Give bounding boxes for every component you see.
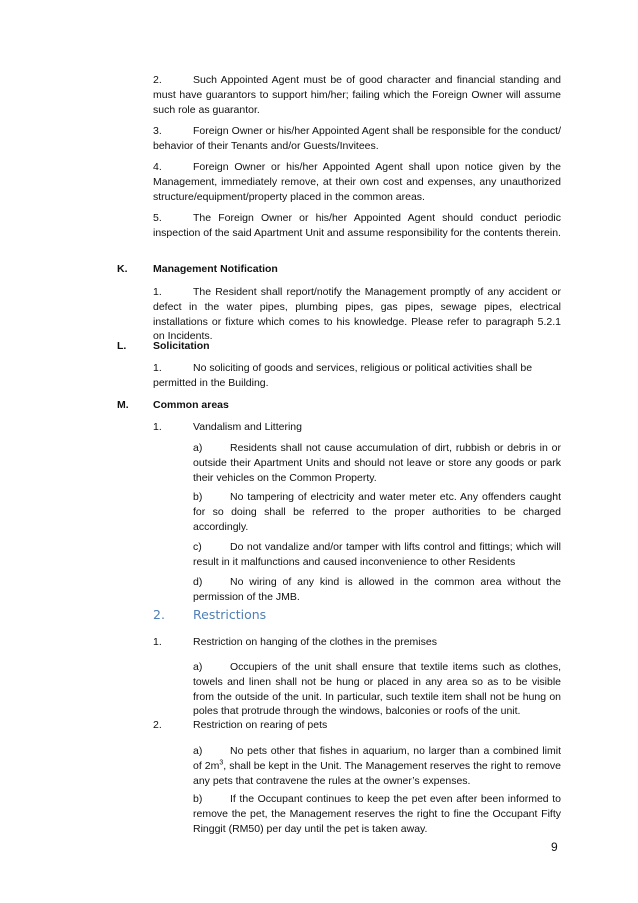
item-letter: a) <box>193 442 203 454</box>
item-j3 <box>153 124 561 154</box>
restrictions-heading <box>153 607 266 623</box>
item-letter: a) <box>193 661 203 673</box>
item-j5 <box>153 211 561 241</box>
item-text: Foreign Owner or his/her Appointed Agent shall be responsible for the conduct/ behavior of their Tenants and/or Guests/Invitees. <box>153 125 561 152</box>
item-number: 1. <box>153 362 162 374</box>
item-number: 1. <box>153 636 162 648</box>
item-letter: b) <box>193 793 203 805</box>
section-m-item-b <box>193 490 561 534</box>
subheading-text: Vandalism and Littering <box>193 421 302 433</box>
section-m-subheading <box>153 420 561 435</box>
item-text-after: , shall be kept in the Unit. The Management reserves the right to remove any pets that contravene the rules at the owner’s expenses. <box>193 759 561 787</box>
item-number: 1. <box>153 286 162 298</box>
item-number: 3. <box>153 125 162 137</box>
item-letter: b) <box>193 491 203 503</box>
section-l-title: Solicitation <box>153 340 210 352</box>
section-m-title: Common areas <box>153 399 229 411</box>
section-k-paragraph <box>153 285 561 344</box>
item-j4 <box>153 160 561 204</box>
section-m-item-d <box>193 575 561 605</box>
item-text: No tampering of electricity and water meter etc. Any offenders caught for so doing shall be referred to the proper authorities to be charged accordingly. <box>193 491 561 533</box>
restriction-1-item-a <box>193 660 561 719</box>
item-text: Such Appointed Agent must be of good character and financial standing and must have guarantors to support him/her; failing which the Foreign Owner will assume such role as guarantor. <box>153 74 561 116</box>
item-number: 1. <box>153 421 162 433</box>
item-text: If the Occupant continues to keep the pet even after been informed to remove the pet, the Management reserves the right to fine the Occupant Fifty Ringgit (RM50) per day until the pet is taken away. <box>193 793 561 835</box>
heading-number: 2. <box>153 607 165 622</box>
item-text: The Resident shall report/notify the Management promptly of any accident or defect in the water pipes, plumbing pipes, gas pipes, sewage pipes, electrical installations or fixture which comes to his knowledge. Please refer to paragraph 5.2.1 on Incidents. <box>153 286 561 343</box>
item-text: Occupiers of the unit shall ensure that textile items such as clothes, towels and linen shall not be hung or placed in any area so as to be visible from the outside of the unit. In particular, such textile item shall not be hung on poles that protrude through the windows, balconies or roofs of the unit. <box>193 661 561 718</box>
item-letter: d) <box>193 576 203 588</box>
item-text: No soliciting of goods and services, religious or political activities shall be permitted in the Building. <box>153 362 533 389</box>
item-text: The Foreign Owner or his/her Appointed Agent should conduct periodic inspection of the said Apartment Unit and assume responsibility for the contents therein. <box>153 212 561 239</box>
restriction-2-item-b <box>193 792 561 836</box>
section-m-letter: M. <box>117 399 129 411</box>
restriction-1-heading <box>153 635 561 650</box>
restriction-2-item-a <box>193 744 561 788</box>
item-text: Do not vandalize and/or tamper with lifts control and fittings; which will result in it malfunctions and caused inconvenience to other Residents <box>193 541 561 568</box>
section-l-paragraph <box>153 361 561 391</box>
superscript-three: 3 <box>219 759 224 767</box>
section-m-item-c <box>193 540 561 570</box>
item-number: 2. <box>153 74 162 86</box>
item-letter: a) <box>193 745 203 757</box>
heading-text: Restrictions <box>193 607 267 622</box>
item-number: 2. <box>153 719 162 731</box>
section-l-letter: L. <box>117 340 127 352</box>
section-k-title: Management Notification <box>153 263 278 275</box>
restriction-2-heading <box>153 718 561 733</box>
subheading-text: Restriction on hanging of the clothes in the premises <box>193 636 437 648</box>
item-number: 5. <box>153 212 162 224</box>
item-text: Residents shall not cause accumulation of dirt, rubbish or debris in or outside their Apartment Units and should not leave or store any goods or park their vehicles on the Common Property. <box>193 442 561 484</box>
item-text: Foreign Owner or his/her Appointed Agent shall upon notice given by the Management, immediately remove, at their own cost and expenses, any unauthorized structure/equipment/property placed in the common areas. <box>153 161 561 203</box>
subheading-text: Restriction on rearing of pets <box>193 719 328 731</box>
page-number: 9 <box>551 840 558 854</box>
item-text: No wiring of any kind is allowed in the common area without the permission of the JMB. <box>193 576 561 603</box>
item-j2 <box>153 73 561 117</box>
item-number: 4. <box>153 161 162 173</box>
section-m-item-a <box>193 441 561 485</box>
section-k-letter: K. <box>117 263 128 275</box>
item-text-before: No pets other that fishes in aquarium, no larger than a combined limit of 2m <box>193 745 561 772</box>
item-letter: c) <box>193 541 202 553</box>
